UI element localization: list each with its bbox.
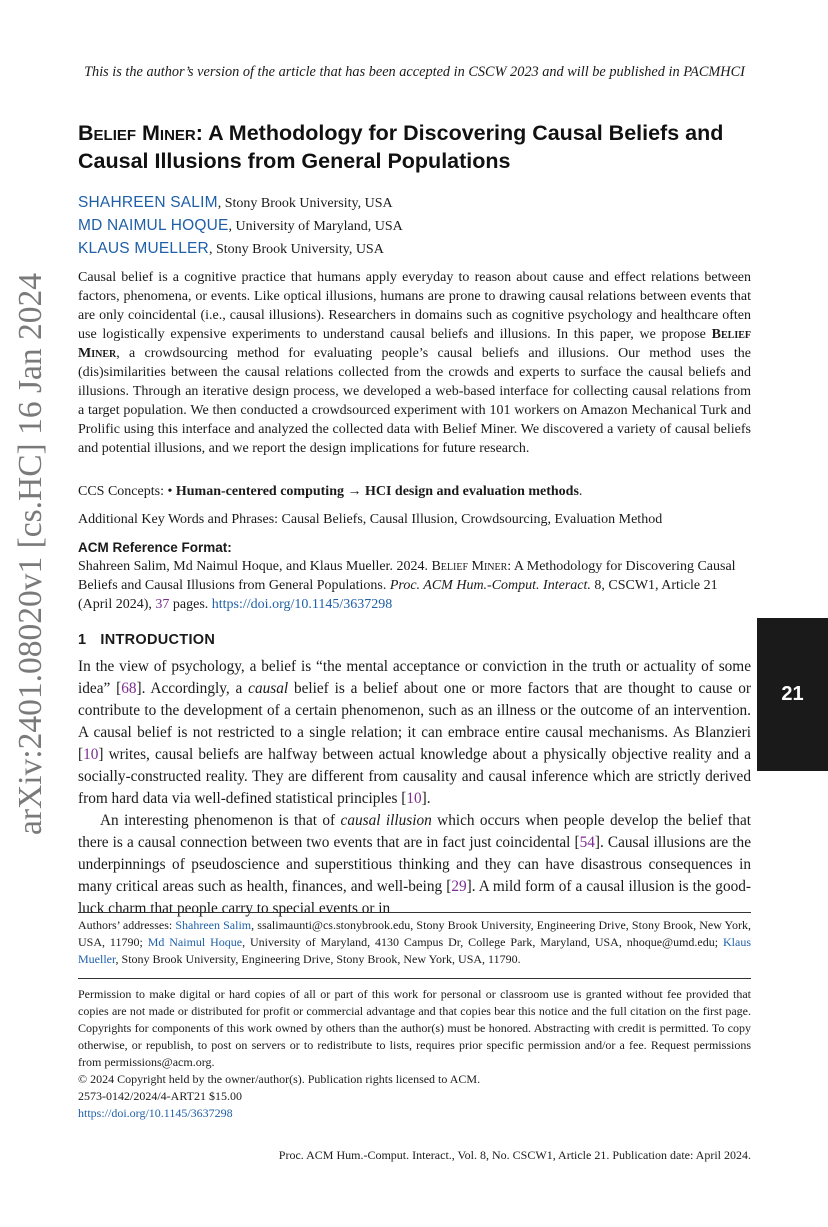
emphasis: causal illusion (340, 812, 432, 829)
author-name[interactable]: MD NAIMUL HOQUE (78, 217, 229, 234)
text: ]. A mild form of a causal illusion is the good-luck charm that people carry to special events or in (78, 878, 751, 917)
paper-title (78, 119, 768, 175)
text: ]. (421, 790, 431, 807)
intro-paragraph (78, 810, 751, 920)
section-title: INTRODUCTION (100, 632, 216, 648)
title-system-name: Belief Miner (78, 121, 196, 145)
citation-link[interactable]: 29 (451, 878, 467, 895)
text: An interesting phenomenon is that of (100, 812, 341, 829)
text: ] writes, causal beliefs are halfway between actual knowledge about a physically objective reality and a socially-constructed reality. They are different from causality and causal inference which are strictly derived from hard data via well-defined statistical principles [ (78, 746, 751, 807)
acm-reference-format (78, 538, 751, 614)
citation-link[interactable]: 54 (579, 834, 595, 851)
author-addresses (78, 917, 751, 968)
abstract-text-cont: , a crowdsourcing method for evaluating people’s causal beliefs and illusions. Our method uses the (dis)similarities between the causal relations collected from the crowds and experts to surface the causal beliefs and illusions. Through an iterative design process, we developed a web-based interface for collecting causal relations from a target population. We then conducted a crowdsourced experiment with 101 workers on Amazon Mechanical Turk and Prolific using this interface and analyzed the collected data with Belief Miner. We discovered a variety of causal beliefs and potential illusions, and we report the design implications for future research. (78, 346, 751, 456)
text: which occurs when people develop the belief that there is a causal connection between two events that are in fact just coincidental [ (78, 812, 751, 851)
arxiv-stamp: arXiv:2401.08020v1 [cs.HC] 16 Jan 2024 (12, 273, 49, 835)
ccs-label: CCS Concepts: • (78, 484, 176, 499)
author-name[interactable]: SHAHREEN SALIM (78, 194, 218, 211)
reference-pages-link[interactable]: 37 (155, 597, 170, 612)
author-link[interactable]: Md Naimul Hoque (147, 935, 243, 949)
text: In the view of psychology, a belief is “the mental acceptance or conviction in the truth or actuality of some idea” [ (78, 658, 751, 697)
author-entry (78, 238, 403, 261)
footnote-divider (78, 912, 751, 913)
abstract-system-name: Belief Miner (78, 327, 751, 361)
author-entry (78, 215, 403, 238)
address-text: , University of Maryland, 4130 Campus Dr, College Park, Maryland, USA, nhoque@umd.edu; (242, 935, 723, 949)
author-list (78, 192, 403, 261)
permission-divider (78, 978, 751, 979)
address-text: , ssalimaunti@cs.stonybrook.edu, Stony Brook University, Engineering Drive, Stony Brook, New York, USA, 11790; (78, 918, 752, 949)
author-link[interactable]: Shahreen Salim (175, 918, 252, 932)
page-footer: Proc. ACM Hum.-Comput. Interact., Vol. 8, No. CSCW1, Article 21. Publication date: April 2024. (278, 1148, 751, 1162)
author-affiliation: , University of Maryland, USA (228, 219, 403, 234)
title-rest: : A Methodology for Discovering Causal Beliefs and Causal Illusions from General Populations (78, 121, 724, 173)
reference-title: : A Methodology for Discovering Causal Beliefs and Causal Illusions from General Populations. (78, 559, 736, 593)
emphasis: causal (248, 680, 289, 697)
author-affiliation: , Stony Brook University, USA (208, 242, 384, 257)
reference-system-name: Belief Miner (431, 559, 508, 574)
author-link[interactable]: Klaus Mueller (78, 935, 751, 966)
addresses-label: Authors’ addresses: (78, 918, 176, 932)
text: ]. Causal illusions are the underpinnings of pseudoscience and superstitious thinking and they can have disastrous consequences in many critical areas such as health, finances, and well-being [ (78, 834, 751, 895)
issn-line: 2573-0142/2024/4-ART21 $15.00 (78, 1089, 242, 1103)
section-heading-introduction (78, 632, 215, 648)
author-affiliation: , Stony Brook University, USA (217, 196, 393, 211)
abstract (78, 268, 751, 458)
reference-doi-link[interactable]: https://doi.org/10.1145/3637298 (211, 597, 393, 612)
acm-reference-label: ACM Reference Format: (78, 540, 232, 555)
citation-link[interactable]: 10 (83, 746, 99, 763)
ccs-concept: Human-centered computing → HCI design and evaluation methods (175, 484, 579, 499)
section-number: 1 (78, 632, 87, 648)
citation-link[interactable]: 10 (406, 790, 422, 807)
permission-notice (78, 986, 751, 1122)
reference-authors: Shahreen Salim, Md Naimul Hoque, and Klaus Mueller. 2024. (78, 559, 432, 574)
intro-paragraph (78, 656, 751, 810)
text: belief is a belief about one or more factors that are thought to cause or contribute to the development of a certain phenomenon, such as an illness or the outcome of an intervention. A causal belief is not restricted to a single relation; it can embrace entire causal mechanisms. As Blanzieri [ (78, 680, 752, 763)
copyright-line: © 2024 Copyright held by the owner/author(s). Publication rights licensed to ACM. (78, 1072, 481, 1086)
author-name[interactable]: KLAUS MUELLER (78, 240, 209, 257)
reference-journal: Proc. ACM Hum.-Comput. Interact. (389, 578, 591, 593)
address-text: , Stony Brook University, Engineering Drive, Stony Brook, New York, USA, 11790. (115, 952, 521, 966)
keywords: Additional Key Words and Phrases: Causal Beliefs, Causal Illusion, Crowdsourcing, Evaluation Method (78, 512, 663, 527)
ccs-end: . (578, 484, 583, 499)
introduction-body (78, 656, 751, 920)
reference-details: 8, CSCW1, Article 21 (April 2024), (78, 578, 718, 612)
text: ]. Accordingly, a (136, 680, 249, 697)
publication-notice: This is the author’s version of the article that has been accepted in CSCW 2023 and will be published in PACMHCI (84, 64, 745, 80)
abstract-text: Causal belief is a cognitive practice that humans apply everyday to reason about cause and effect relations between factors, phenomena, or events. Like optical illusions, humans are prone to drawing causal relations between events that are only coincidental (i.e., causal illusions). Researchers in domains such as cognitive psychology and healthcare often use logistically expensive experiments to understand causal beliefs and illusions. In this paper, we propose (78, 270, 751, 342)
reference-pages-label: pages. (169, 597, 212, 612)
author-entry (78, 192, 403, 215)
doi-link[interactable]: https://doi.org/10.1145/3637298 (78, 1106, 233, 1120)
arxiv-sidebar (0, 245, 62, 835)
article-number-tab: 21 (757, 618, 828, 771)
ccs-concepts (78, 482, 751, 501)
permission-text: Permission to make digital or hard copies of all or part of this work for personal or classroom use is granted without fee provided that copies are not made or distributed for profit or commercial advantage and that copies bear this notice and the full citation on the first page. Copyrights for components of this work owned by others than the author(s) must be honored. Abstracting with credit is permitted. To copy otherwise, or republish, to post on servers or to redistribute to lists, requires prior specific permission and/or a fee. Request permissions from permissions@acm.org. (78, 987, 751, 1069)
citation-link[interactable]: 68 (121, 680, 137, 697)
